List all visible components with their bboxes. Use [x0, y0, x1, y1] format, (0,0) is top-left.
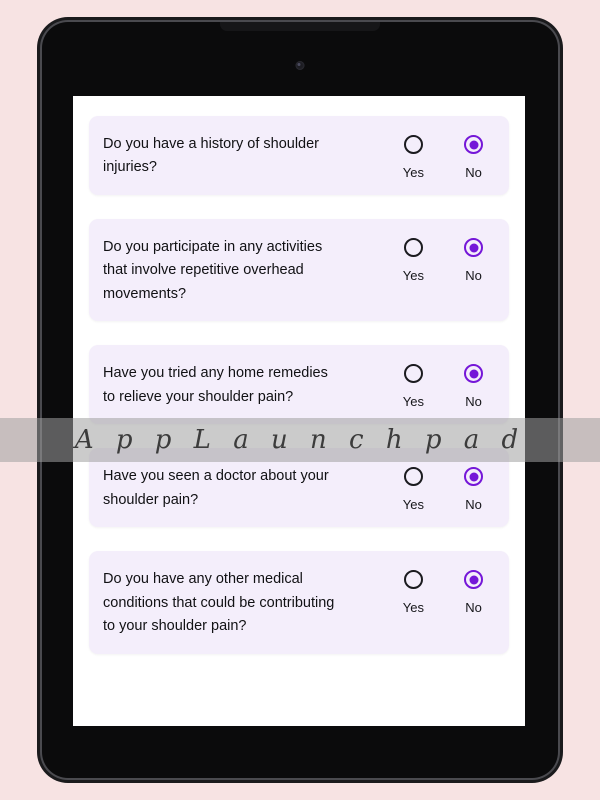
question-card — [89, 448, 509, 527]
answer-options — [403, 568, 495, 615]
answer-options — [403, 362, 495, 409]
tablet-device-frame — [42, 22, 558, 778]
answer-option[interactable] — [403, 467, 424, 512]
answer-option[interactable] — [403, 570, 424, 615]
app-screen — [73, 96, 525, 726]
answer-option[interactable] — [403, 135, 424, 180]
answer-option[interactable] — [464, 135, 483, 180]
radio-unselected-icon[interactable] — [404, 135, 423, 154]
answer-option-label: Yes — [402, 600, 424, 616]
answer-option-label: Yes — [402, 497, 424, 513]
radio-selected-icon[interactable] — [464, 467, 483, 486]
front-camera-icon — [296, 61, 305, 70]
radio-selected-icon[interactable] — [464, 364, 483, 383]
answer-option-label: Yes — [402, 394, 424, 410]
radio-selected-icon[interactable] — [464, 135, 483, 154]
question-card — [89, 551, 509, 653]
answer-option[interactable] — [464, 364, 483, 409]
question-text: Have you tried any home remedies to relieve your shoulder pain? — [103, 365, 328, 405]
answer-option-label: No — [465, 497, 482, 513]
answer-option[interactable] — [464, 467, 483, 512]
answer-options — [403, 236, 495, 283]
question-text: Do you have any other medical conditions that could be contributing to your shoulder pain? — [103, 571, 335, 635]
radio-unselected-icon[interactable] — [404, 467, 423, 486]
watermark-label: A p p L a u n c h p a d — [74, 425, 526, 455]
answer-option[interactable] — [464, 238, 483, 283]
question-card — [89, 345, 509, 424]
radio-unselected-icon[interactable] — [404, 364, 423, 383]
radio-selected-icon[interactable] — [464, 570, 483, 589]
answer-option-label: No — [465, 394, 482, 410]
answer-option-label: No — [465, 600, 482, 616]
answer-option-label: Yes — [402, 165, 424, 180]
answer-option-label: No — [465, 165, 482, 180]
answer-option[interactable] — [403, 364, 424, 409]
question-card — [89, 219, 509, 321]
radio-unselected-icon[interactable] — [404, 570, 423, 589]
answer-option-label: No — [465, 268, 482, 283]
radio-selected-icon[interactable] — [464, 238, 483, 257]
answer-option[interactable] — [403, 238, 424, 283]
question-text: Do you participate in any activities that involve repetitive overhead movements? — [103, 239, 323, 302]
tablet-notch — [220, 22, 380, 31]
answer-options — [403, 465, 495, 512]
question-text: Have you seen a doctor about your shoulder pain? — [103, 468, 329, 508]
answer-option-label: Yes — [402, 268, 424, 283]
radio-unselected-icon[interactable] — [404, 238, 423, 257]
answer-option[interactable] — [464, 570, 483, 615]
questionnaire-list — [73, 96, 525, 688]
question-text: Do you have a history of shoulder injuries? — [103, 136, 320, 176]
answer-options — [403, 133, 495, 180]
question-card — [89, 116, 509, 195]
